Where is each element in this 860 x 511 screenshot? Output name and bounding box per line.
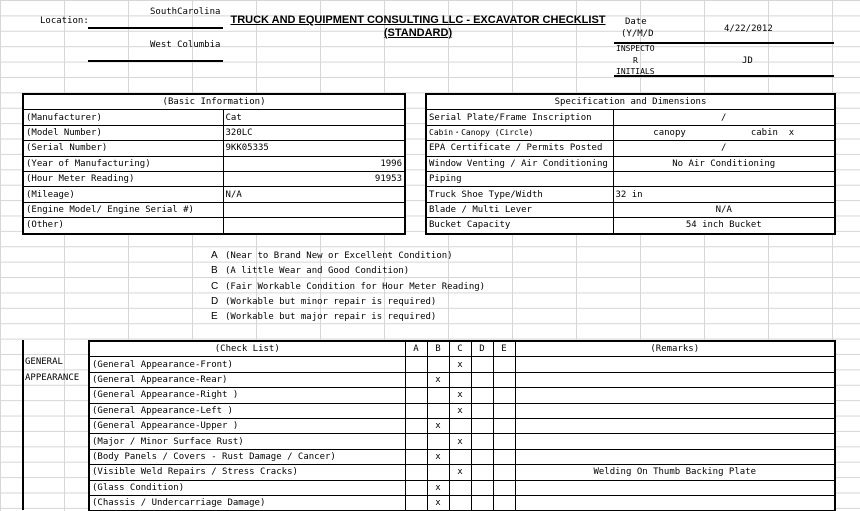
basic-info-label: (Engine Model/ Engine Serial #) [23, 202, 223, 217]
checklist-row [89, 449, 835, 464]
spec-title: Specification and Dimensions [426, 94, 835, 110]
checklist-item: (Major / Minor Surface Rust) [89, 434, 405, 449]
checklist-item: (Body Panels / Covers - Rust Damage / Cancer) [89, 449, 405, 464]
inspector-label-2: R [633, 56, 638, 65]
location-underline-1 [88, 27, 223, 29]
basic-info-label: (Serial Number) [23, 141, 223, 156]
legend-item [211, 263, 485, 278]
spec-label: Bucket Capacity [426, 218, 613, 234]
location-label: Location: [40, 16, 89, 26]
spec-row [426, 202, 835, 217]
checklist-mark-c [449, 372, 471, 387]
checklist-mark-a [405, 372, 427, 387]
basic-info-value: 9KK05335 [223, 141, 405, 156]
checklist-header-b: B [427, 341, 449, 357]
checklist-mark-c: x [449, 357, 471, 372]
checklist-remarks [515, 403, 835, 418]
checklist-mark-c: x [449, 388, 471, 403]
spec-row [426, 171, 835, 186]
checklist-mark-b: x [427, 372, 449, 387]
checklist-mark-b: x [427, 418, 449, 433]
checklist-mark-b [427, 434, 449, 449]
basic-info-value: 91953 [223, 171, 405, 186]
checklist-mark-a [405, 449, 427, 464]
checklist-mark-d [471, 357, 493, 372]
checklist-mark-b: x [427, 480, 449, 495]
checklist-header-remarks: (Remarks) [515, 341, 835, 357]
legend-text: (Workable but major repair is required) [225, 312, 437, 323]
basic-info-value: 1996 [223, 156, 405, 171]
checklist-mark-b [427, 357, 449, 372]
spec-value: / [613, 141, 835, 156]
checklist-mark-d [471, 388, 493, 403]
checklist-mark-c [449, 418, 471, 433]
checklist-mark-e [493, 495, 515, 510]
checklist-mark-a [405, 465, 427, 480]
spec-row [426, 187, 835, 202]
legend-grade: D [211, 295, 219, 307]
checklist-mark-b [427, 465, 449, 480]
checklist-mark-d [471, 449, 493, 464]
checklist-mark-e [493, 449, 515, 464]
checklist-mark-a [405, 357, 427, 372]
basic-info-row [23, 110, 405, 125]
checklist-row [89, 434, 835, 449]
basic-info-row [23, 125, 405, 140]
basic-info-title: (Basic Information) [23, 94, 405, 110]
checklist-mark-d [471, 495, 493, 510]
spec-row [426, 125, 835, 140]
checklist-item: (General Appearance-Right ) [89, 388, 405, 403]
page-title [226, 14, 610, 40]
basic-info-value [223, 202, 405, 217]
spec-value: / [613, 110, 835, 125]
checklist-row [89, 372, 835, 387]
basic-info-label: (Hour Meter Reading) [23, 171, 223, 186]
spec-row [426, 110, 835, 125]
checklist-item: (General Appearance-Upper ) [89, 418, 405, 433]
spec-value: 32 in [613, 187, 835, 202]
spec-row [426, 141, 835, 156]
spec-label: Blade / Multi Lever [426, 202, 613, 217]
checklist-mark-e [493, 465, 515, 480]
checklist-remarks [515, 388, 835, 403]
basic-info-value: N/A [223, 187, 405, 202]
checklist-table [88, 340, 836, 511]
checklist-item: (General Appearance-Left ) [89, 403, 405, 418]
basic-info-label: (Year of Manufacturing) [23, 156, 223, 171]
checklist-item: (Visible Weld Repairs / Stress Cracks) [89, 465, 405, 480]
checklist-header-a: A [405, 341, 427, 357]
spec-row [426, 156, 835, 171]
basic-info-row [23, 141, 405, 156]
checklist-mark-d [471, 403, 493, 418]
checklist-mark-e [493, 418, 515, 433]
checklist-mark-c: x [449, 434, 471, 449]
checklist-mark-d [471, 418, 493, 433]
checklist-row [89, 357, 835, 372]
legend-text: (Near to Brand New or Excellent Condition) [225, 251, 453, 261]
spec-header-row [426, 94, 835, 110]
checklist-mark-d [471, 434, 493, 449]
checklist-item: (Chassis / Undercarriage Damage) [89, 495, 405, 510]
grade-legend [211, 248, 485, 324]
checklist-mark-b: x [427, 495, 449, 510]
legend-grade: A [211, 250, 218, 261]
section-label-line2: APPEARANCE [25, 373, 80, 383]
basic-info-row [23, 218, 405, 234]
inspector-label-3: INITIALS [616, 67, 655, 76]
spec-label: Truck Shoe Type/Width [426, 187, 613, 202]
spec-value: N/A [613, 202, 835, 217]
checklist-header-e: E [493, 341, 515, 357]
checklist-row [89, 465, 835, 480]
date-label-1: Date [625, 17, 647, 27]
checklist-mark-d [471, 372, 493, 387]
checklist-mark-e [493, 357, 515, 372]
checklist-row [89, 480, 835, 495]
location-city: West Columbia [150, 40, 221, 50]
checklist-mark-b: x [427, 449, 449, 464]
checklist-mark-d [471, 480, 493, 495]
spec-table [425, 93, 836, 235]
legend-grade: E [211, 311, 218, 323]
page-title-line2: (STANDARD) [383, 27, 453, 39]
checklist-mark-b [427, 403, 449, 418]
legend-grade: B [211, 265, 218, 277]
checklist-mark-c [449, 495, 471, 510]
checklist-row [89, 418, 835, 433]
checklist-header-row [89, 341, 835, 357]
location-underline-2 [88, 60, 223, 62]
inspector-value: JD [742, 56, 753, 66]
legend-grade: C [211, 280, 219, 292]
checklist-remarks [515, 372, 835, 387]
basic-info-table [22, 93, 406, 235]
checklist-remarks [515, 357, 835, 372]
spec-label: Window Venting / Air Conditioning [426, 156, 613, 171]
legend-text: (A little Wear and Good Condition) [225, 266, 410, 277]
checklist-item: (General Appearance-Rear) [89, 372, 405, 387]
legend-item [211, 248, 485, 263]
basic-info-label: (Model Number) [23, 125, 223, 140]
spec-label: Piping [426, 171, 613, 186]
checklist-mark-a [405, 388, 427, 403]
basic-info-value: 320LC [223, 125, 405, 140]
legend-item [211, 279, 485, 294]
location-state: SouthCarolina [150, 7, 221, 17]
section-label-line1: GENERAL [25, 357, 63, 367]
basic-info-header-row [23, 94, 405, 110]
checklist-remarks [515, 495, 835, 510]
page-title-line1: TRUCK AND EQUIPMENT CONSULTING LLC - EXCAVATOR CHECKLIST [230, 14, 606, 26]
checklist-mark-c: x [449, 403, 471, 418]
checklist-row [89, 388, 835, 403]
spec-row [426, 218, 835, 234]
checklist-mark-c [449, 480, 471, 495]
checklist-mark-e [493, 434, 515, 449]
checklist-item: (Glass Condition) [89, 480, 405, 495]
checklist-mark-a [405, 403, 427, 418]
basic-info-value [223, 218, 405, 234]
checklist-mark-a [405, 480, 427, 495]
checklist-header-c: C [449, 341, 471, 357]
checklist-mark-e [493, 480, 515, 495]
spec-value: No Air Conditioning [613, 156, 835, 171]
legend-text: (Fair Workable Condition for Hour Meter Reading) [225, 281, 486, 292]
basic-info-label: (Other) [23, 218, 223, 234]
spec-label: Cabin・Canopy (Circle) [426, 125, 613, 140]
spec-value [613, 171, 835, 186]
basic-info-label: (Manufacturer) [23, 110, 223, 125]
spec-value: 54 inch Bucket [613, 218, 835, 234]
basic-info-label: (Mileage) [23, 187, 223, 202]
legend-item [211, 309, 485, 324]
checklist-remarks: Welding On Thumb Backing Plate [515, 465, 835, 480]
checklist-mark-e [493, 388, 515, 403]
checklist-header-item: (Check List) [89, 341, 405, 357]
checklist-mark-c [449, 449, 471, 464]
basic-info-row [23, 202, 405, 217]
basic-info-value: Cat [223, 110, 405, 125]
checklist-mark-a [405, 418, 427, 433]
spec-label: Serial Plate/Frame Inscription [426, 110, 613, 125]
checklist-row [89, 495, 835, 510]
spec-value: canopy cabin x [613, 125, 835, 140]
basic-info-row [23, 156, 405, 171]
checklist-mark-c: x [449, 465, 471, 480]
basic-info-row [23, 171, 405, 186]
legend-item [211, 294, 485, 309]
basic-info-row [23, 187, 405, 202]
legend-text: (Workable but minor repair is required) [225, 296, 437, 307]
checklist-item: (General Appearance-Front) [89, 357, 405, 372]
checklist-mark-b [427, 388, 449, 403]
checklist-remarks [515, 418, 835, 433]
checklist-mark-e [493, 403, 515, 418]
checklist-mark-e [493, 372, 515, 387]
checklist-mark-a [405, 434, 427, 449]
checklist-header-d: D [471, 341, 493, 357]
date-value: 4/22/2012 [724, 24, 773, 34]
date-label-2: (Y/M/D [621, 29, 654, 39]
checklist-remarks [515, 434, 835, 449]
checklist-row [89, 403, 835, 418]
checklist-mark-a [405, 495, 427, 510]
checklist-remarks [515, 449, 835, 464]
checklist-mark-d [471, 465, 493, 480]
section-border [22, 340, 24, 510]
checklist-remarks [515, 480, 835, 495]
inspector-label-1: INSPECTO [616, 44, 655, 53]
inspector-underline [614, 75, 834, 77]
spec-label: EPA Certificate / Permits Posted [426, 141, 613, 156]
